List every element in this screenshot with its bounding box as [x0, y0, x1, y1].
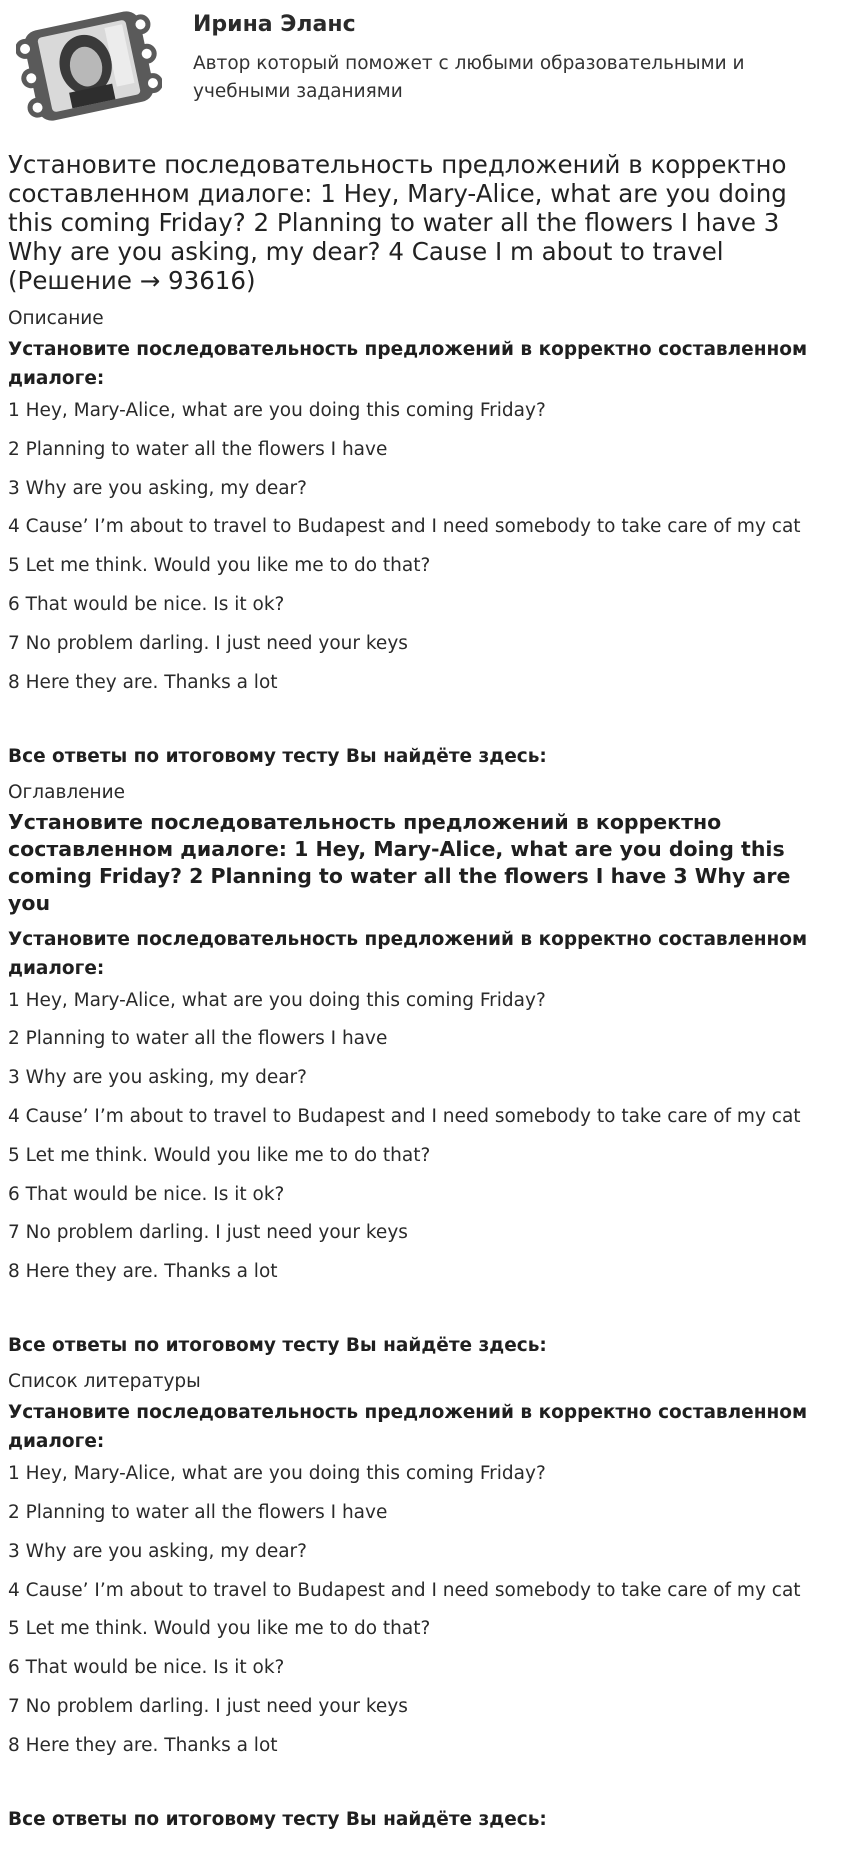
- answers-note: Все ответы по итоговому тесту Вы найдёте здесь:: [8, 1335, 547, 1357]
- dialogue-list: [8, 989, 839, 1285]
- task-heading: Установите последовательность предложений в корректно составленном диалоге:: [8, 1402, 808, 1453]
- dialogue-line: 7 No problem darling. I just need your keys: [8, 1695, 408, 1717]
- task-heading: Установите последовательность предложений в корректно составленном диалоге:: [8, 339, 808, 389]
- task-heading: Установите последовательность предложений в корректно составленном диалоге:: [8, 928, 808, 979]
- dialogue-line: 5 Let me think. Would you like me to do that?: [8, 555, 431, 577]
- dialogue-line: 4 Cause’ I’m about to travel to Budapest and I need somebody to take care of my cat: [8, 516, 801, 538]
- dialogue-line: 6 That would be nice. Is it ok?: [8, 1183, 285, 1205]
- dialogue-line: 8 Here they are. Thanks a lot: [8, 671, 278, 693]
- dialogue-line: 1 Hey, Mary-Alice, what are you doing this coming Friday?: [8, 1463, 546, 1485]
- dialogue-line: 6 That would be nice. Is it ok?: [8, 593, 285, 615]
- section-label-description: Описание: [8, 308, 104, 329]
- answers-note: Все ответы по итоговому тесту Вы найдёте здесь:: [8, 1808, 547, 1830]
- answers-note: Все ответы по итоговому тесту Вы найдёте здесь:: [8, 745, 547, 767]
- dialogue-line: 5 Let me think. Would you like me to do that?: [8, 1618, 431, 1640]
- dialogue-line: 7 No problem darling. I just need your keys: [8, 1222, 408, 1244]
- dialogue-line: 6 That would be nice. Is it ok?: [8, 1657, 285, 1679]
- dialogue-line: 3 Why are you asking, my dear?: [8, 477, 307, 499]
- author-avatar: [16, 6, 162, 126]
- dialogue-line: 1 Hey, Mary-Alice, what are you doing this coming Friday?: [8, 400, 546, 421]
- dialogue-list: [8, 399, 839, 695]
- dialogue-line: 4 Cause’ I’m about to travel to Budapest and I need somebody to take care of my cat: [8, 1579, 801, 1601]
- dialogue-line: 3 Why are you asking, my dear?: [8, 1540, 307, 1562]
- dialogue-list: [8, 1462, 839, 1758]
- dialogue-line: 5 Let me think. Would you like me to do that?: [8, 1144, 431, 1166]
- author-name: Ирина Эланс: [193, 12, 356, 37]
- section-references: [8, 1370, 839, 1832]
- author-description: Автор который поможет с любыми образовательными и учебными заданиями: [193, 53, 745, 102]
- toc-heading: Установите последовательность предложений в корректно составленном диалоге: 1 Hey, Mary-Alice, what are you doing this coming Friday? 2 Planning to water all the flowers I have 3 Why are you: [8, 809, 791, 915]
- author-card: [8, 0, 839, 140]
- dialogue-line: 8 Here they are. Thanks a lot: [8, 1734, 278, 1756]
- section-description: [8, 307, 839, 769]
- dialogue-line: 2 Planning to water all the flowers I have: [8, 1501, 388, 1523]
- section-label-references: Список литературы: [8, 1371, 201, 1393]
- dialogue-line: 1 Hey, Mary-Alice, what are you doing this coming Friday?: [8, 989, 546, 1011]
- section-label-toc: Оглавление: [8, 781, 126, 803]
- dialogue-line: 2 Planning to water all the flowers I have: [8, 438, 388, 460]
- dialogue-line: 8 Here they are. Thanks a lot: [8, 1261, 278, 1283]
- dialogue-line: 4 Cause’ I’m about to travel to Budapest and I need somebody to take care of my cat: [8, 1105, 801, 1127]
- page-title: Установите последовательность предложений в корректно составленном диалоге: 1 Hey, Mary-Alice, what are you doing this coming Friday? 2 Planning to water all the flowers I have 3 Why are you asking, my dear? 4 Cause I m about to travel (Решение → 93616): [8, 150, 787, 295]
- section-toc: [8, 781, 839, 1359]
- dialogue-line: 3 Why are you asking, my dear?: [8, 1067, 307, 1089]
- dialogue-line: 7 No problem darling. I just need your keys: [8, 632, 408, 654]
- dialogue-line: 2 Planning to water all the flowers I have: [8, 1028, 388, 1050]
